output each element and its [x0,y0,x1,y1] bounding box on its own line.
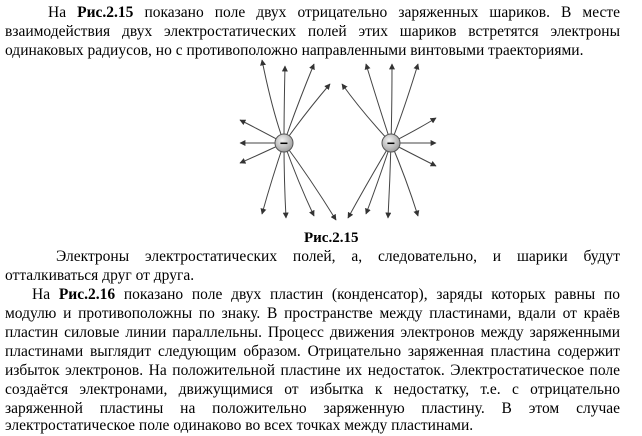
paragraph3-line8: электростатическое поле одинаково во всех точках между пластинами. [5,417,474,434]
paragraph2-line2: отталкиваться друг от друга. [5,267,195,284]
field-line [284,66,285,143]
paragraph2-line1: Электроны электростатических полей, а, следовательно, и шарики будут [56,248,620,265]
paragraph3-line1 [32,286,620,304]
paragraph3-line4: пластинами выглядит следующим образом. Отрицательно заряженная пластина содержит [5,343,620,360]
figure-ref-2-15: Рис.2.15 [77,4,134,21]
field-line [284,84,330,143]
paragraph3-line3: пластин силовые линии параллельны. Процесс движения электронов между заряженными [5,324,620,341]
field-line [262,60,284,143]
field-line [284,64,314,143]
paragraph3-line7: заряженной пластины на положительно заряженную пластину. В этом случае [5,400,620,417]
paragraph3-prefix: На [32,286,59,303]
field-line [262,143,284,214]
paragraph3-line5: избыток электронов. На положительной пластине их недостаток. Электростатическое поле [5,362,620,379]
paragraph3-line2: модулю и противоположны по знаку. В пространстве между пластинами, вдали от краёв [5,305,620,322]
paragraph1-prefix: На [48,4,78,21]
field-line [391,64,392,143]
paragraph3-line6: создаётся электронами, движущимися от избытка к недостатку, т.е. с отрицательно [5,381,620,398]
right-charge-sign: − [386,135,396,151]
field-line [388,143,391,218]
paragraph3-line1-rest: показано поле двух пластин (конденсатор), заряды которых равны по [115,286,620,303]
left-charge-sign: − [279,135,289,151]
figure-ref-2-16: Рис.2.16 [58,286,116,303]
left-charge-ball [275,134,293,152]
right-charge-ball [382,134,400,152]
paragraph1-line3: одинаковых радиусов, но с противоположно направленными винтовыми траекториями. [5,42,584,59]
field-line [284,143,286,218]
paragraph1-line2: взаимодействия двух электростатических полей этих шариков встретятся электроны [5,23,620,40]
field-line [391,143,418,216]
paragraph1-line1-rest: показано поле двух отрицательно заряженных шариков. В месте [133,4,620,21]
field-line [348,143,391,218]
field-line [342,84,391,143]
field-line [366,64,391,143]
figure-caption: Рис.2.15 [304,230,359,246]
